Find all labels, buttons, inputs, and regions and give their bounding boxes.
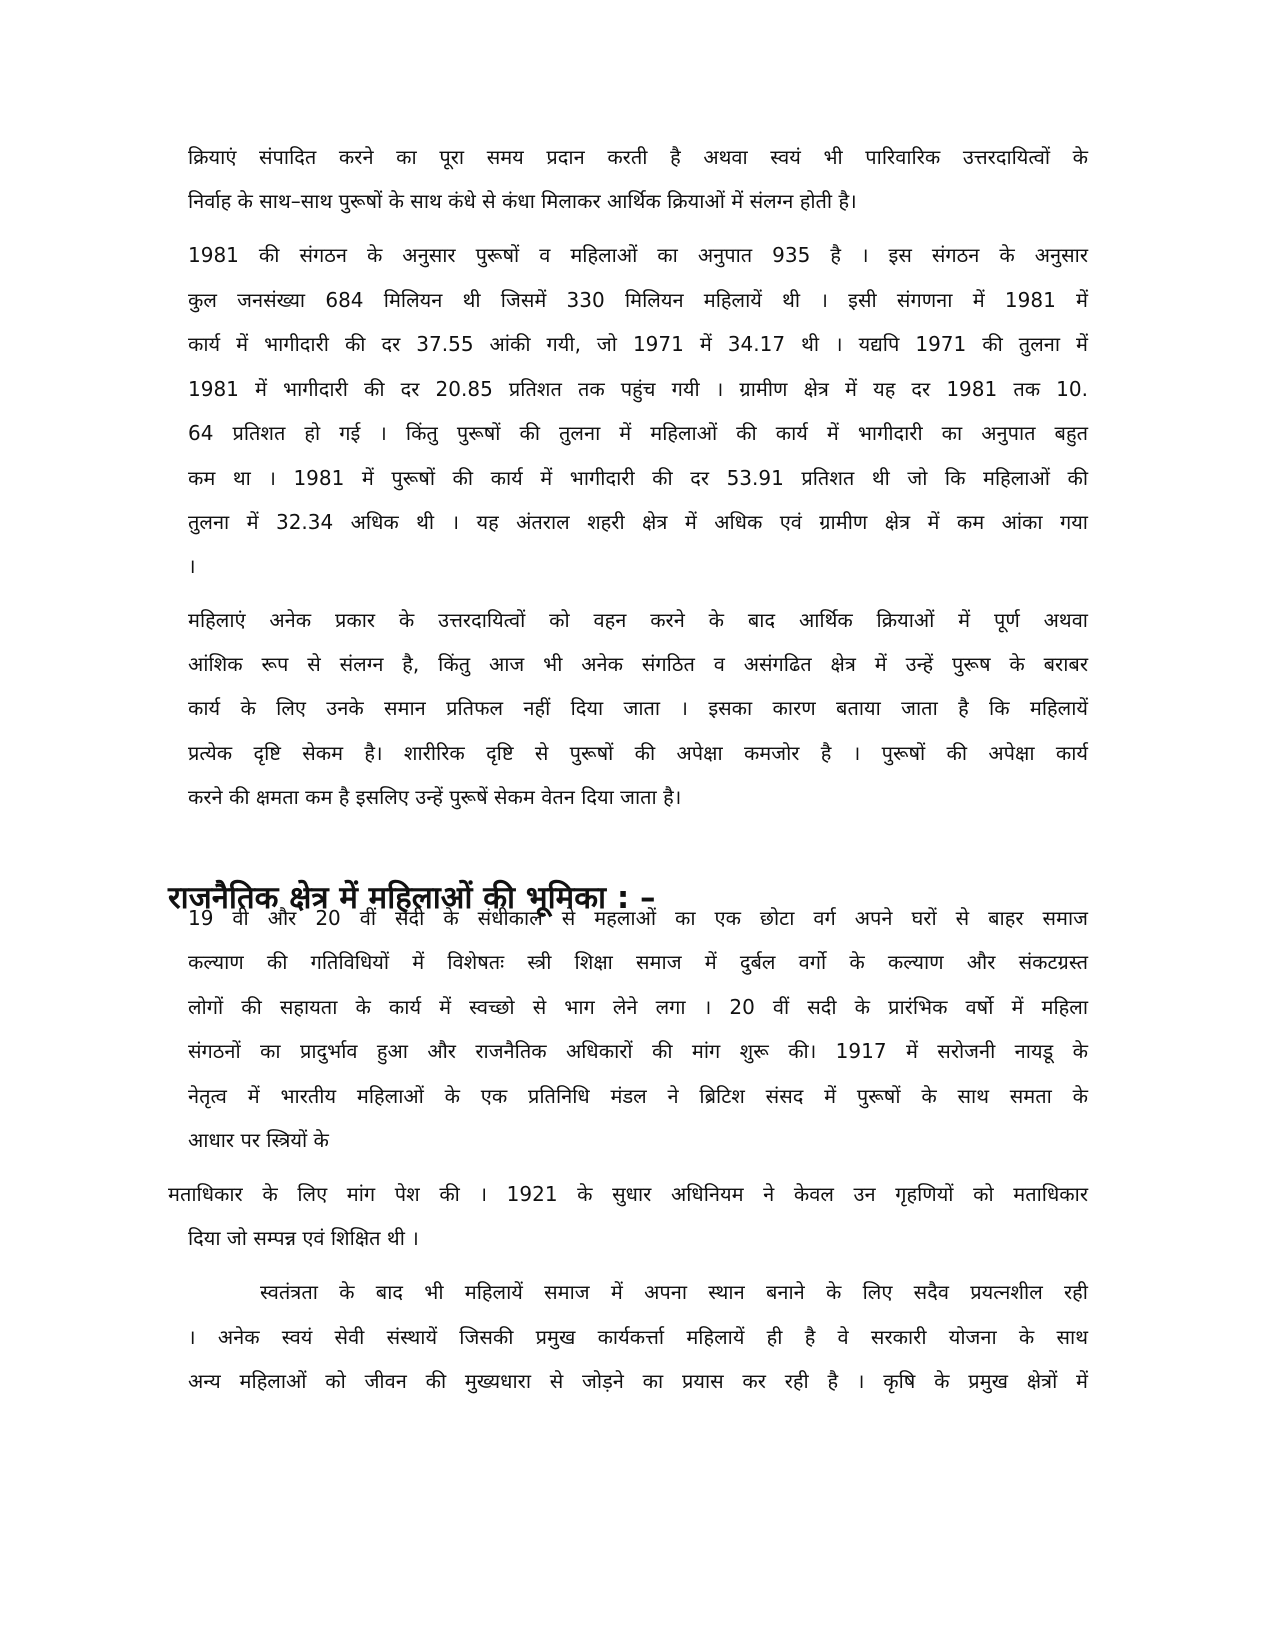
- paragraph-line: तुलना में 32.34 अधिक थी । यह अंतराल शहरी क्षेत्र में अधिक एवं ग्रामीण क्षेत्र में कम आंका गया: [188, 510, 1088, 534]
- paragraph-line: 19 वी और 20 वीं सदी के संधीकाल से महलाओं का एक छोटा वर्ग अपने घरों से बाहर समाज: [188, 906, 1088, 930]
- paragraph-line: कुल जनसंख्या 684 मिलियन थी जिसमें 330 मिलियन महिलायें थी । इसी संगणना में 1981 में: [188, 288, 1088, 312]
- paragraph-line: 1981 में भागीदारी की दर 20.85 प्रतिशत तक पहुंच गयी । ग्रामीण क्षेत्र में यह दर 1981 तक 10.: [188, 377, 1088, 401]
- paragraph-line: स्वतंत्रता के बाद भी महिलायें समाज में अपना स्थान बनाने के लिए सदैव प्रयत्नशील रही: [260, 1280, 1088, 1304]
- paragraph-line: 64 प्रतिशत हो गई । किंतु पुरूषों की तुलना में महिलाओं की कार्य में भागीदारी का अनुपात बहुत: [188, 421, 1088, 445]
- paragraph-line: अन्य महिलाओं को जीवन की मुख्यधारा से जोड़ने का प्रयास कर रही है । कृषि के प्रमुख क्षेत्रों में: [188, 1369, 1088, 1393]
- paragraph-line: दिया जो सम्पन्न एवं शिक्षित थी ।: [188, 1226, 419, 1250]
- paragraph-line: कार्य में भागीदारी की दर 37.55 आंकी गयी, जो 1971 में 34.17 थी । यद्यपि 1971 की तुलना में: [188, 332, 1088, 356]
- paragraph-line: कार्य के लिए उनके समान प्रतिफल नहीं दिया जाता । इसका कारण बताया जाता है कि महिलायें: [188, 696, 1088, 720]
- paragraph-line: लोगों की सहायता के कार्य में स्वच्छो से भाग लेने लगा । 20 वीं सदी के प्रारंभिक वर्षो में महिला: [188, 995, 1088, 1019]
- paragraph-line: प्रत्येक दृष्टि सेकम है। शारीरिक दृष्टि से पुरूषों की अपेक्षा कमजोर है । पुरूषों की अपेक्षा कार्य: [188, 741, 1088, 765]
- paragraph-line: संगठनों का प्रादुर्भाव हुआ और राजनैतिक अधिकारों की मांग शुरू की। 1917 में सरोजनी नायडू के: [188, 1039, 1088, 1063]
- section-heading: राजनैतिक क्षेत्र में महिलाओं की भूमिका : –: [168, 880, 656, 916]
- paragraph-line: महिलाएं अनेक प्रकार के उत्तरदायित्वों को वहन करने के बाद आर्थिक क्रियाओं में पूर्ण अथवा: [188, 608, 1088, 632]
- paragraph-line: आंशिक रूप से संलग्न है, किंतु आज भी अनेक संगठित व असंगढित क्षेत्र में उन्हें पुरूष के बराबर: [188, 652, 1088, 676]
- paragraph-line: ।: [188, 554, 196, 578]
- paragraph-line: कल्याण की गतिविधियों में विशेषतः स्त्री शिक्षा समाज में दुर्बल वर्गो के कल्याण और संकटग्रस्त: [188, 950, 1088, 974]
- paragraph-line: नेतृत्व में भारतीय महिलाओं के एक प्रतिनिधि मंडल ने ब्रिटिश संसद में पुरूषों के साथ समता के: [188, 1084, 1088, 1108]
- paragraph-line: मताधिकार के लिए मांग पेश की । 1921 के सुधार अधिनियम ने केवल उन गृहणियों को मताधिकार: [168, 1182, 1088, 1206]
- paragraph-line: 1981 की संगठन के अनुसार पुरूषों व महिलाओं का अनुपात 935 है । इस संगठन के अनुसार: [188, 243, 1088, 267]
- paragraph-line: आधार पर स्त्रियों के: [188, 1128, 329, 1152]
- paragraph-line: । अनेक स्वयं सेवी संस्थायें जिसकी प्रमुख कार्यकर्त्ता महिलायें ही है वे सरकारी योजना के साथ: [188, 1325, 1088, 1349]
- paragraph-line: क्रियाएं संपादित करने का पूरा समय प्रदान करती है अथवा स्वयं भी पारिवारिक उत्तरदायित्वों के: [188, 145, 1088, 169]
- paragraph-line: कम था । 1981 में पुरूषों की कार्य में भागीदारी की दर 53.91 प्रतिशत थी जो कि महिलाओं की: [188, 466, 1088, 490]
- paragraph-line: निर्वाह के साथ–साथ पुरूषों के साथ कंधे से कंधा मिलाकर आर्थिक क्रियाओं में संलग्न होती है।: [188, 189, 857, 213]
- paragraph-line: करने की क्षमता कम है इसलिए उन्हें पुरूषें सेकम वेतन दिया जाता है।: [188, 785, 682, 809]
